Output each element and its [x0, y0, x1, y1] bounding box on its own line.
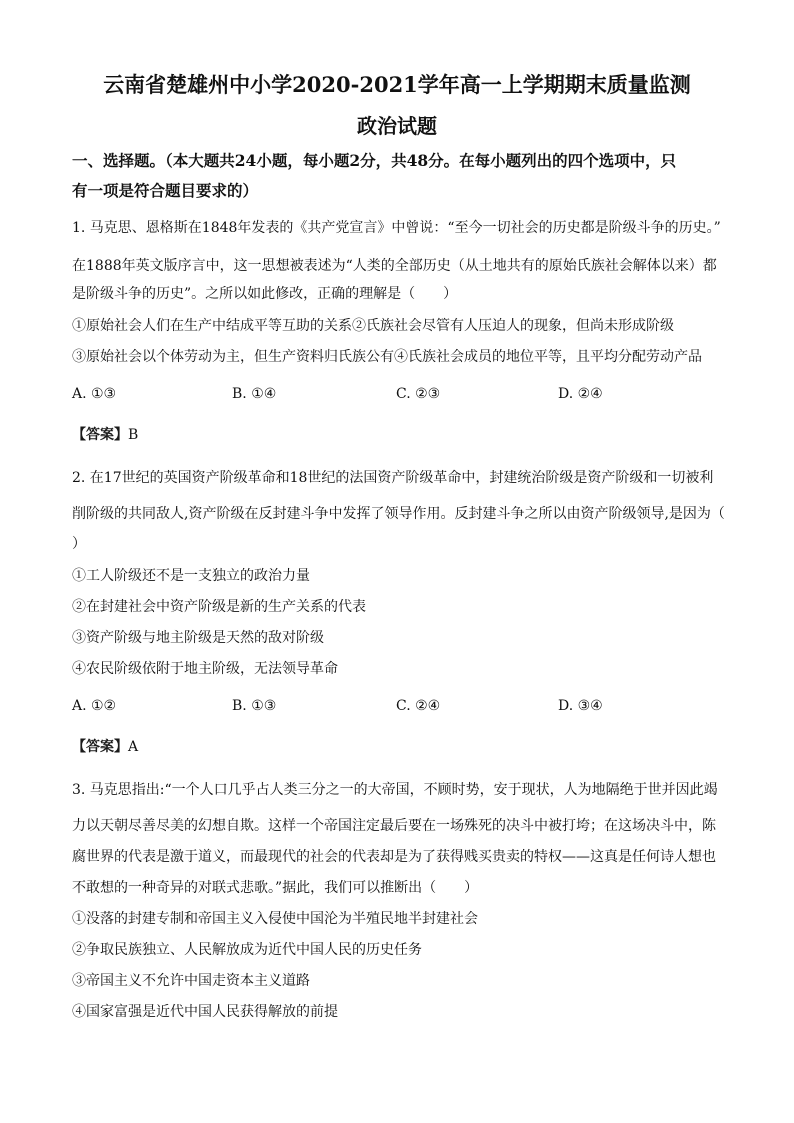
- question-1-option-b: B. ①④: [232, 386, 277, 402]
- question-1-option-c: C. ②③: [396, 386, 441, 402]
- question-2-statement-2: ②在封建社会中资产阶级是新的生产关系的代表: [72, 599, 366, 615]
- question-2-line-1: 2. 在17世纪的英国资产阶级革命和18世纪的法国资产阶级革命中，封建统治阶级是资产阶级和一切被利: [72, 470, 714, 486]
- question-1-line-2: 在1888年英文版序言中，这一思想被表述为“人类的全部历史（从土地共有的原始氏族社会解体以来）都: [72, 258, 717, 274]
- question-3-line-2: 力以天朝尽善尽美的幻想自欺。这样一个帝国注定最后要在一场殊死的决斗中被打垮；在这场决斗中，陈: [72, 818, 716, 834]
- question-3-line-1: 3. 马克思指出:“一个人口几乎占人类三分之一的大帝国，不顾时势，安于现状，人为地隔绝于世并因此竭: [72, 782, 718, 798]
- answer-value: A: [128, 739, 139, 755]
- question-1-statement-1: ①原始社会人们在生产中结成平等互助的关系②氏族社会尽管有人压迫人的现象，但尚未形成阶级: [72, 318, 674, 334]
- question-3-line-3: 腐世界的代表是激于道义，而最现代的社会的代表却是为了获得贱买贵卖的特权——这真是任何诗人想也: [72, 849, 716, 865]
- answer-value: B: [128, 427, 139, 443]
- question-2-statement-1: ①工人阶级还不是一支独立的政治力量: [72, 568, 310, 584]
- section-heading-line-2: 有一项是符合题目要求的）: [72, 181, 259, 200]
- answer-tag: 【答案】: [72, 739, 128, 755]
- question-2-option-b: B. ①③: [232, 698, 277, 714]
- answer-tag: 【答案】: [72, 427, 128, 443]
- question-1-statement-2: ③原始社会以个体劳动为主，但生产资料归氏族公有④氏族社会成员的地位平等，且平均分配劳动产品: [72, 349, 702, 365]
- question-2-option-a: A. ①②: [72, 698, 117, 714]
- question-3-statement-4: ④国家富强是近代中国人民获得解放的前提: [72, 1004, 338, 1020]
- question-1-line-3: 是阶级斗争的历史”。之所以如此修改，正确的理解是（ ）: [72, 286, 458, 302]
- section-heading-line-1: 一、选择题。（本大题共24小题，每小题2分，共48分。在每小题列出的四个选项中，只: [72, 151, 677, 170]
- question-1-option-a: A. ①③: [72, 386, 117, 402]
- question-3-line-4: 不敢想的一种奇异的对联式悲歌。”据此，我们可以推断出（ ）: [72, 880, 479, 896]
- document-subtitle: 政治试题: [357, 114, 437, 138]
- document-title: 云南省楚雄州中小学2020-2021学年高一上学期期末质量监测: [103, 72, 691, 97]
- question-3-statement-1: ①没落的封建专制和帝国主义入侵使中国沦为半殖民地半封建社会: [72, 911, 478, 927]
- question-2-line-3: ）: [72, 536, 86, 552]
- question-1-line-1: 1. 马克思、恩格斯在1848年发表的《共产党宣言》中曾说：“至今一切社会的历史都是阶级斗争的历史。”: [72, 220, 721, 236]
- question-2-option-c: C. ②④: [396, 698, 441, 714]
- question-2-statement-4: ④农民阶级依附于地主阶级，无法领导革命: [72, 661, 338, 677]
- question-2-answer: [72, 736, 138, 758]
- question-2-option-d: D. ③④: [558, 698, 603, 714]
- question-3-statement-3: ③帝国主义不允许中国走资本主义道路: [72, 973, 310, 989]
- question-1-answer: [72, 424, 138, 446]
- question-1-option-d: D. ②④: [558, 386, 603, 402]
- question-2-statement-3: ③资产阶级与地主阶级是天然的敌对阶级: [72, 630, 324, 646]
- question-3-statement-2: ②争取民族独立、人民解放成为近代中国人民的历史任务: [72, 942, 422, 958]
- question-2-line-2: 削阶级的共同敌人,资产阶级在反封建斗争中发挥了领导作用。反封建斗争之所以由资产阶级领导,是因为（: [72, 506, 725, 522]
